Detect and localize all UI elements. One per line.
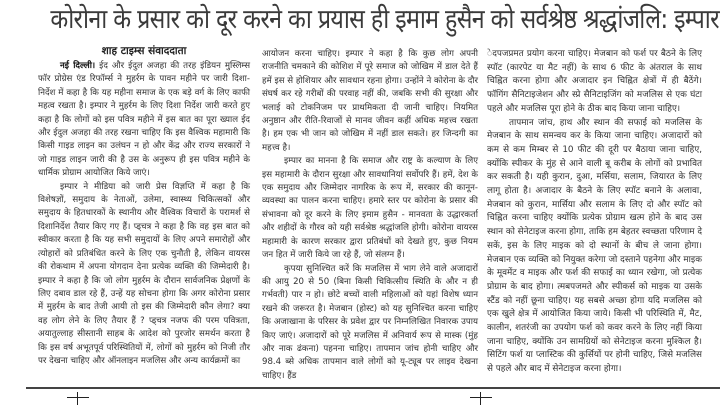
crop-mark-icon [470, 392, 492, 405]
article-column-1 [38, 44, 250, 368]
paragraph: ेदपजप्रमत प्रयोग करना चाहिए। मेजबान को फर्श पर बैठने के लिए स्पॉट (कारपेट या मैट नहीं) के साथ 6 फीट के अंतराल के साथ चिह्नित करना होगा और अजादार इन चिह्नित क्षेत्रों में ही बैठेंगे। फॉगिंग सैनिटाइजेशन और स्प्रे सैनिटाइजिंग को मजलिस से एक घंटा पहले और मजलिस पूरा होने के ठीक बाद किया जाना चाहिए। [487, 49, 702, 114]
article-column-2 [262, 48, 478, 383]
headline: कोरोना के प्रसार को दूर करने का प्रयास ही इमाम हुसैन को सर्वश्रेष्ठ श्रद्धांजलि: इम्पार [50, 4, 719, 35]
paragraph: तापमान जांच, हाथ और स्थान की सफाई को मजलिस के मेजबान के साथ समन्वय कर के किया जाना चाहिए। अजादारों को कम से कम मिम्बर से 10 फीट की दूरी पर बैठाया जाना चाहिए, क्योंकि स्पीकर के मुंह से आने वाली बू करीब के लोगों को प्रभावित कर सकती है। यही कुरान, दुआ, मर्सिया, सलाम, जियारत के लिए लागू होता है। अजादार के बैठने के लिए स्पॉट बनाने के अलावा, मेजबान को कुरान, मार्सिया और सलाम के लिए दो और स्पॉट को चिह्नित करना चाहिए क्योंकि प्रत्येक प्रोग्राम खत्म होने के बाद उस स्थान को सेनेटाइज करना होगा, ताकि हम बेहतर स्वच्छता परिणाम दे सकें, इस के लिए माइक को दो स्थानों के बीच ले जाना होगा। मेजबान एक व्यक्ति को नियुक्त करेगा जो दस्ताने पहनेगा और माइक के मूवमेंट व माइक और फर्श की सफाई का ध्यान रखेगा, जो प्रत्येक प्रोग्राम के बाद होगा। त्मबपजमते और स्पीकर्स को माइक या उसके स्टैंड को नहीं छूना चाहिए। यह सबसे अच्छा होगा यदि मजलिस को एक खुले क्षेत्र में आयोजित किया जाये। किसी भी परिस्थिति में, मैट, कालीन, शतरंजी का उपयोग फर्श को कवर करने के लिए नहीं किया जाना चाहिए, क्योंकि उन सामग्रियों को सेनेटाइज करना मुश्किल है। सिटिंग फर्श या प्लास्टिक की कुर्सियों पर होनी चाहिए, जिसे मजलिस से पहले और बाद में सेनेटाइज करना होगा। [487, 117, 702, 375]
paragraph: आयोजन करना चाहिए। इम्पार ने कहा है कि कुछ लोग अपनी राजनीति चमकाने की कोशिश में पूरे समाज को जोखिम में डाल देते हैं हमें इस से होशियार और सावधान रहना होगा। उन्होंने ने कोरोना के दौर संघर्ष कर रहे गरीबों की परवाह नहीं की, जबकि सभी की सुरक्षा और भलाई को टोकनिजम पर प्राथमिकता दी जानी चाहिए। नियमित अनुष्ठान और रीति-रिवाजों से मानव जीवन कहीं अधिक महत्त्व रखता है। हम एक भी जान को जोखिम में नहीं डाल सकते। हर जिन्दगी का महत्त्व है। [262, 49, 478, 153]
paragraph: इम्पार ने मीडिया को जारी प्रेस विज्ञप्ति में कहा है कि विशेषज्ञों, समुदाय के नेताओं, उलेमा, स्वास्थ्य चिकित्सकों और समुदाय के हितधारकों के स्थानीय और वैश्विक विचारों के परामर्श से दिशानिर्देश तैयार किए गए हैं। प्ड्चत्र ने कहा है कि वह इस बात को स्वीकार करता है कि यह सभी समुदायों के लिए अपने समारोहों और त्योहारों को प्रतिबंधित करने के लिए एक चुनौती है, लेकिन वायरस की रोकथाम में अपना योगदान देना प्रत्येक व्यक्ति की जिम्मेदारी है। इम्पार ने कहा है कि जो लोग मुहर्रम के दौरान सार्वजनिक प्रेक्षणों के लिए दबाव डाल रहे हैं, उन्हें यह सोचना होगा कि अगर कोरोना प्रसार में मुहर्रम के बाद तेजी आयी तो इस की जिम्मेदारी कौन लेगा? क्या वह लोग लेने के लिए तैयार हैं ? प्ड्चत्र नजफ की परम पवित्रता, अयातुल्लाह सीस्तानी साहब के आदेश को पुरजोर समर्थन करता है कि इस वर्ष अभूतपूर्व परिस्थितियों में, लोगों को मुहर्रम को निजी तौर पर देखना चाहिए और ऑनलाइन मजलिस और अन्य कार्यक्रमों का [38, 181, 250, 366]
dateline: नई दिल्ली। [60, 61, 96, 71]
crop-mark-icon [67, 392, 89, 405]
bottom-rule [26, 387, 720, 389]
paragraph: कृपया सुनिश्चित करें कि मजलिस में भाग लेने वाले अजादारों की आयु 20 से 50 (बिना किसी चिकित्सीय स्थिति के और न ही गर्भवती) पार न हो। छोटे बच्चों वाली महिलाओं को यहां विशेष ध्यान रखने की जरूरत है। मेजबान (होस्ट) को यह सुनिश्चित करना चाहिए कि अजाखाना के परिसर के प्रवेश द्वार पर निम्नलिखित निवारक उपाय किए जाएं। अजादारों को पूरे मजलिस में अनिवार्य रूप से मास्क (मुंह और नाक ढंकना) पहनना चाहिए। तापमान जांच होनी चाहिए और 98.4 ब्से अधिक तापमान वाले लोगों को यू-ट्यूब पर लाइव देखना चाहिए। हैंड [262, 263, 478, 381]
article-column-3 [487, 48, 702, 377]
paragraph-text: ईद और ईदुल अजहा की तरह इंडियन मुस्लिम्स फॉर प्रोग्रेस एंड रिफॉर्म्स ने मुहर्रम के पावन महीने पर जारी दिशा-निर्देश में कहा है कि यह महीना समाज के एक बड़े वर्ग के लिए काफी महत्व रखता है। इम्पार ने मुहर्रम के लिए दिशा निर्देश जारी करते हुए कहा है कि लोगों को इस पवित्र महीने में इस बात का पूरा ख्याल ईद और ईदुल अजहा की तरह रखना चाहिए कि इस वैश्विक महामारी कि किसी गाइड लाइन का उलंघन न हो और केंद्र और राज्य सरकारों ने जो गाइड लाइन जारी की है उस के अनुरूप ही इस पवित्र महीने के धार्मिक प्रोग्राम आयोजित किये जाएं। [38, 61, 250, 179]
byline: शाह टाइम्स संवाददाता [101, 45, 187, 57]
paragraph: इम्पार का मानना है कि समाज और राष्ट्र के कल्याण के लिए इस महामारी के दौरान सुरक्षा और सावधानियां सर्वोपरि हैं। हमें, देश के एक समुदाय और जिम्मेदार नागरिक के रूप में, सरकार की कानून-व्यवस्था का पालन करना चाहिए। हमारे स्तर पर कोरोना के प्रसार की संभावना को दूर करने के लिए इमाम हुसैन - मानवता के उद्धारकर्ता और शहीदों के गौरव को यही सर्वश्रेष्ठ श्रद्धांजलि होगी। कोरोना वायरस महामारी के कारण सरकार द्वारा प्रतिबंधों को देखते हुए, कुछ नियम जन हित में जारी किये जा रहे हैं, जो संलग्न हैं। [262, 156, 478, 261]
paragraph [38, 60, 250, 181]
